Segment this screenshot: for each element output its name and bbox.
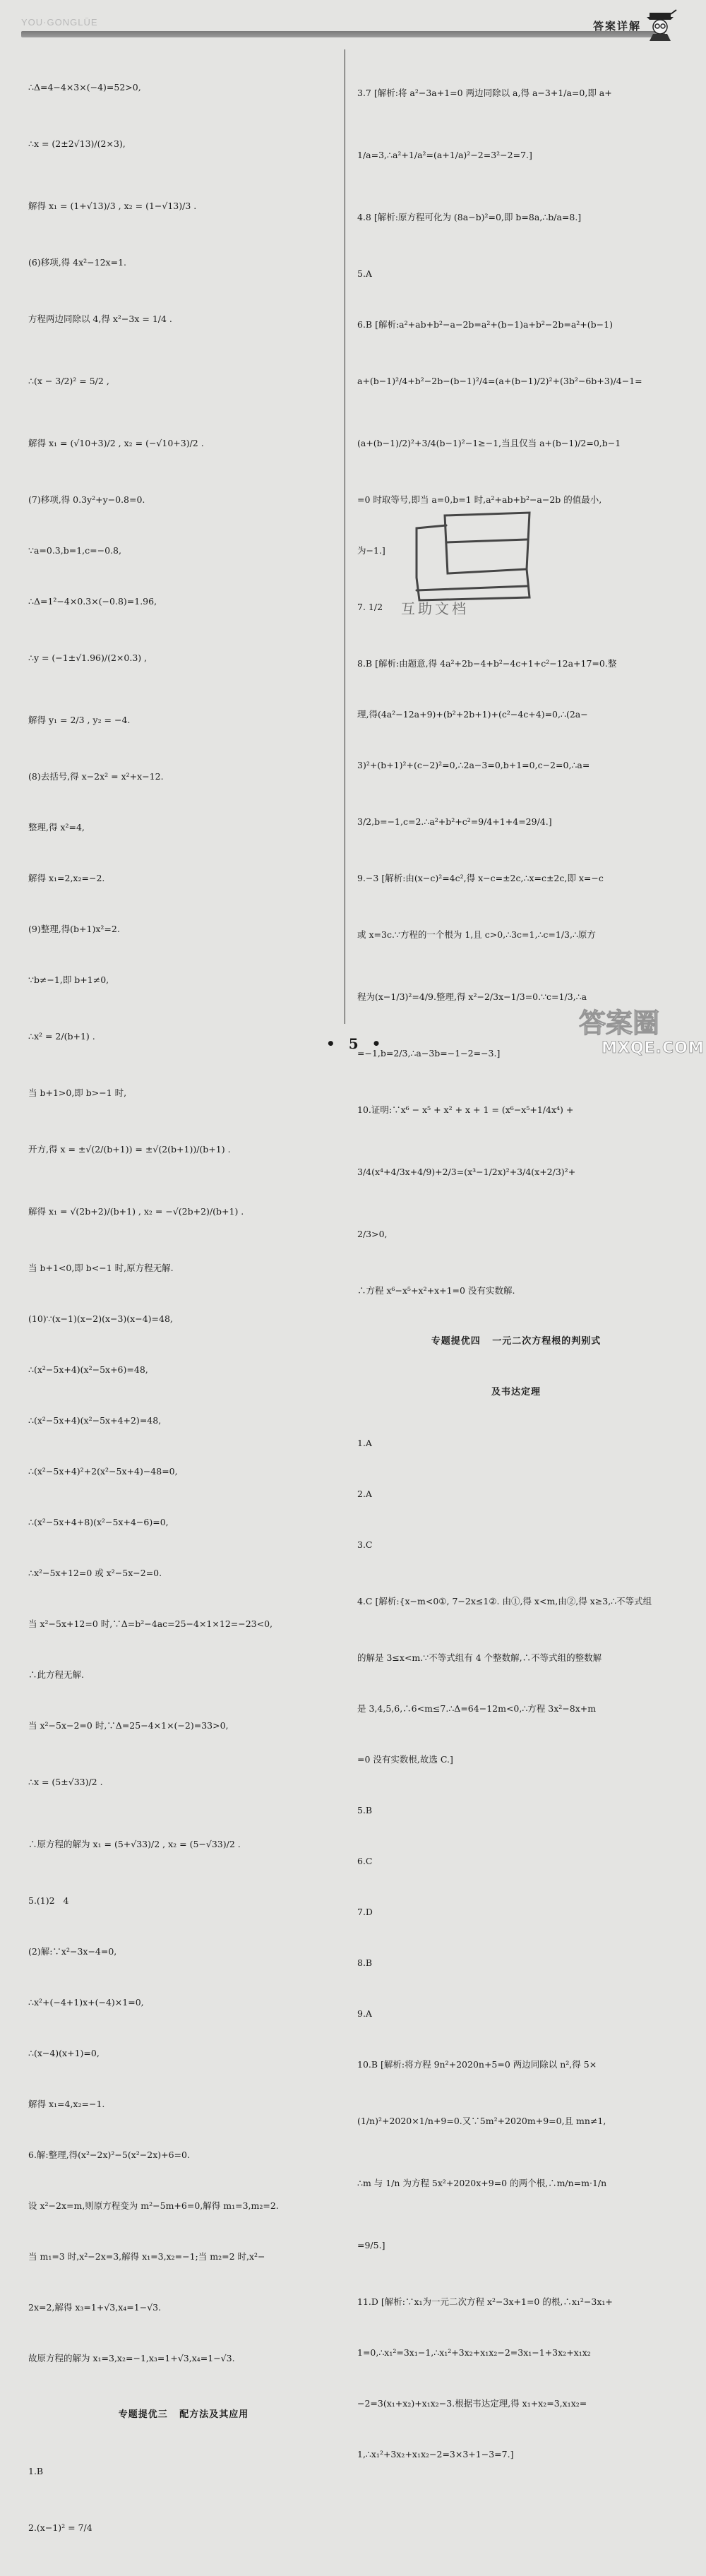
text-line: ∴方程 x⁶−x⁵+x²+x+1=0 没有实数解. (357, 1285, 515, 1296)
text-line: 2.A (357, 1489, 372, 1499)
text-line: 整理,得 x²=4, (28, 822, 85, 833)
text-line: 理,得(4a²−12a+9)+(b²+2b+1)+(c²−4c+4)=0,∴(2a− (357, 709, 588, 720)
text-line: ∴x² = 2/(b+1) . (28, 1031, 95, 1042)
text-line: 3.7 [解析:将 a²−3a+1=0 两边同除以 a,得 a−3+1/a=0,即 a+ (357, 88, 612, 98)
text-line: 4.8 [解析:原方程可化为 (8a−b)²=0,即 b=8a,∴b/a=8.] (357, 212, 582, 222)
text-line: ∴此方程无解. (28, 1669, 84, 1680)
text-line: 当 b+1<0,即 b<−1 时,原方程无解. (28, 1263, 174, 1273)
text-line: 5.B (357, 1805, 373, 1815)
text-line: 2/3>0, (357, 1229, 388, 1239)
text-line: =−1,b=2/3,∴a−3b=−1−2=−3.] (357, 1048, 501, 1059)
text-line: (a+(b−1)/2)²+3/4(b−1)²−1≥−1,当且仅当 a+(b−1)/2=0,b−1 (357, 438, 621, 448)
text-line: 是 3,4,5,6,∴6<m≤7.∴Δ=64−12m<0,∴方程 3x²−8x+m (357, 1703, 597, 1714)
text-line: 1=0,∴x₁²=3x₁−1,∴x₁²+3x₂+x₁x₂−2=3x₁−1+3x₂+x₁x₂ (357, 2347, 591, 2358)
text-line: ∴Δ=1²−4×0.3×(−0.8)=1.96, (28, 596, 157, 607)
mascot-icon (644, 10, 676, 41)
text-line: 5.A (357, 268, 372, 279)
header-bar (21, 31, 665, 37)
text-line: 10.B [解析:将方程 9n²+2020n+5=0 两边同除以 n²,得 5× (357, 2059, 597, 2070)
text-line: 11.D [解析:∵x₁为一元二次方程 x²−3x+1=0 的根,∴x₁²−3x₁+ (357, 2296, 613, 2307)
text-line: 3/2,b=−1,c=2.∴a²+b²+c²=9/4+1+4=29/4.] (357, 816, 552, 827)
text-line: 2x=2,解得 x₃=1+√3,x₄=1−√3. (28, 2302, 162, 2313)
text-line: 开方,得 x = ±√(2/(b+1)) = ±√(2(b+1))/(b+1) . (28, 1144, 231, 1155)
text-line: 解得 y₁ = 2/3 , y₂ = −4. (28, 715, 131, 725)
text-line: 解得 x₁ = √(2b+2)/(b+1) , x₂ = −√(2b+2)/(b+1) . (28, 1206, 244, 1217)
text-line: ∴(x²−5x+4)(x²−5x+4+2)=48, (28, 1415, 162, 1426)
text-line: ∴m 与 1/n 为方程 5x²+2020x+9=0 的两个根,∴m/n=m·1/n (357, 2178, 607, 2188)
text-line: (7)移项,得 0.3y²+y−0.8=0. (28, 494, 145, 505)
text-line: 10.证明:∵x⁶ − x⁵ + x² + x + 1 = (x⁶−x⁵+1/4x⁴) + (357, 1104, 574, 1115)
text-line: 1/a=3,∴a²+1/a²=(a+1/a)²−2=3²−2=7.] (357, 150, 532, 160)
text-line: 8.B [解析:由题意,得 4a²+2b−4+b²−4c+1+c²−12a+17=0.整 (357, 658, 617, 669)
text-line: 当 b+1>0,即 b>−1 时, (28, 1087, 127, 1098)
text-line: 7. 1/2 (357, 602, 383, 612)
text-line: 9.−3 [解析:由(x−c)²=4c²,得 x−c=±2c,∴x=c±2c,即 x=−c (357, 873, 604, 883)
text-line: 的解是 3≤x<m.∵不等式组有 4 个整数解,∴不等式组的整数解 (357, 1652, 602, 1663)
text-line: 8.B (357, 1957, 373, 1968)
text-line: ∵b≠−1,即 b+1≠0, (28, 974, 109, 985)
text-line: 6.C (357, 1856, 373, 1866)
text-line: 故原方程的解为 x₁=3,x₂=−1,x₃=1+√3,x₄=1−√3. (28, 2353, 235, 2363)
text-line: a+(b−1)²/4+b²−2b−(b−1)²/4=(a+(b−1)/2)²+(3b²−6b+3)/4−1= (357, 376, 642, 386)
watermark-url: MXQE.COM (602, 1039, 705, 1057)
text-line: (6)移项,得 4x²−12x=1. (28, 257, 126, 268)
section-heading: 专题提优三 配方法及其应用 (118, 2409, 249, 2420)
text-line: 6.解:整理,得(x²−2x)²−5(x²−2x)+6=0. (28, 2149, 190, 2160)
text-line: ∴(x²−5x+4)²+2(x²−5x+4)−48=0, (28, 1466, 178, 1477)
text-line: ∴y = (−1±√1.96)/(2×0.3) , (28, 652, 148, 663)
stamp-text: 互助文档 (401, 600, 469, 617)
text-line: 1,∴x₁²+3x₂+x₁x₂−2=3×3+1−3=7.] (357, 2449, 514, 2459)
text-line: 1.B (28, 2466, 44, 2476)
text-line: 6.B [解析:a²+ab+b²−a−2b=a²+(b−1)a+b²−2b=a²+(b−1) (357, 319, 613, 330)
text-line: 方程两边同除以 4,得 x²−3x = 1/4 . (28, 314, 172, 324)
text-line: 解得 x₁ = (1+√13)/3 , x₂ = (1−√13)/3 . (28, 201, 197, 211)
watermark-title: 答案圈 (579, 1008, 660, 1039)
text-line: ∴(x − 3/2)² = 5/2 , (28, 376, 109, 386)
brand-text: YOU·GONGLÜE (21, 17, 98, 28)
text-line: −2=3(x₁+x₂)+x₁x₂−3.根据韦达定理,得 x₁+x₂=3,x₁x₂= (357, 2398, 587, 2409)
text-line: 程为(x−1/3)²=4/9.整理,得 x²−2/3x−1/3=0.∵c=1/3,∴a (357, 991, 587, 1002)
text-line: (9)整理,得(b+1)x²=2. (28, 924, 120, 934)
text-line: 设 x²−2x=m,则原方程变为 m²−5m+6=0,解得 m₁=3,m₂=2. (28, 2200, 279, 2211)
text-line: 3/4(x⁴+4/3x+4/9)+2/3=(x³−1/2x)²+3/4(x+2/3)²+ (357, 1167, 576, 1177)
section-heading: 专题提优四 一元二次方程根的判别式 (431, 1336, 602, 1347)
text-line: ∴(x−4)(x+1)=0, (28, 2048, 100, 2058)
text-line: ∵a=0.3,b=1,c=−0.8, (28, 545, 121, 556)
text-line: 4.C [解析:{x−m<0①, 7−2x≤1②. 由①,得 x<m,由②,得 x≥3,∴不等式组 (357, 1596, 652, 1606)
text-line: 3.C (357, 1539, 373, 1550)
text-line: 1.A (357, 1438, 372, 1448)
text-line: 9.A (357, 2008, 372, 2019)
text-line: ∴Δ=4−4×3×(−4)=52>0, (28, 82, 141, 93)
text-line: (2)解:∵x²−3x−4=0, (28, 1946, 117, 1957)
left-column (28, 45, 339, 2576)
text-line: 或 x=3c.∵方程的一个根为 1,且 c>0,∴3c=1,∴c=1/3,∴原方 (357, 929, 596, 940)
text-line: (1/n)²+2020×1/n+9=0.又∵5m²+2020m+9=0,且 mn≠1, (357, 2116, 606, 2126)
text-line: 当 x²−5x−2=0 时,∵Δ=25−4×1×(−2)=33>0, (28, 1720, 229, 1731)
text-line: =0 没有实数根,故选 C.] (357, 1754, 453, 1765)
text-line: ∴x = (5±√33)/2 . (28, 1777, 103, 1787)
text-line: ∴原方程的解为 x₁ = (5+√33)/2 , x₂ = (5−√33)/2 . (28, 1839, 241, 1849)
text-line: ∴x²+(−4+1)x+(−4)×1=0, (28, 1997, 144, 2008)
text-line: 2.(x−1)² = 7/4 (28, 2522, 92, 2533)
section-heading-line2: 及韦达定理 (491, 1387, 541, 1397)
text-line: ∴(x²−5x+4+8)(x²−5x+4−6)=0, (28, 1517, 169, 1527)
text-line: (10)∵(x−1)(x−2)(x−3)(x−4)=48, (28, 1313, 173, 1324)
text-line: 当 m₁=3 时,x²−2x=3,解得 x₁=3,x₂=−1;当 m₂=2 时,x²− (28, 2251, 265, 2262)
page-number: • 5 • (326, 1035, 385, 1052)
text-line: ∴x²−5x+12=0 或 x²−5x−2=0. (28, 1568, 162, 1578)
text-line: =9/5.] (357, 2240, 385, 2250)
text-line: 解得 x₁=4,x₂=−1. (28, 2099, 105, 2109)
text-line: 当 x²−5x+12=0 时,∵Δ=b²−4ac=25−4×1×12=−23<0, (28, 1618, 273, 1629)
text-line: 为−1.] (357, 545, 385, 556)
text-line: 3)²+(b+1)²+(c−2)²=0,∴2a−3=0,b+1=0,c−2=0,∴a= (357, 760, 590, 770)
text-line: 5.(1)2 4 (28, 1895, 69, 1906)
text-line: 7.D (357, 1907, 373, 1917)
header-title: 答案详解 (592, 20, 641, 32)
text-line: ∴x = (2±2√13)/(2×3), (28, 138, 126, 149)
text-line: =0 时取等号,即当 a=0,b=1 时,a²+ab+b²−a−2b 的值最小, (357, 494, 602, 505)
text-line: (8)去括号,得 x−2x² = x²+x−12. (28, 771, 164, 782)
text-line: ∴(x²−5x+4)(x²−5x+6)=48, (28, 1364, 148, 1375)
text-line: 解得 x₁=2,x₂=−2. (28, 873, 105, 883)
text-line: 解得 x₁ = (√10+3)/2 , x₂ = (−√10+3)/2 . (28, 438, 204, 448)
right-column (357, 45, 675, 2497)
